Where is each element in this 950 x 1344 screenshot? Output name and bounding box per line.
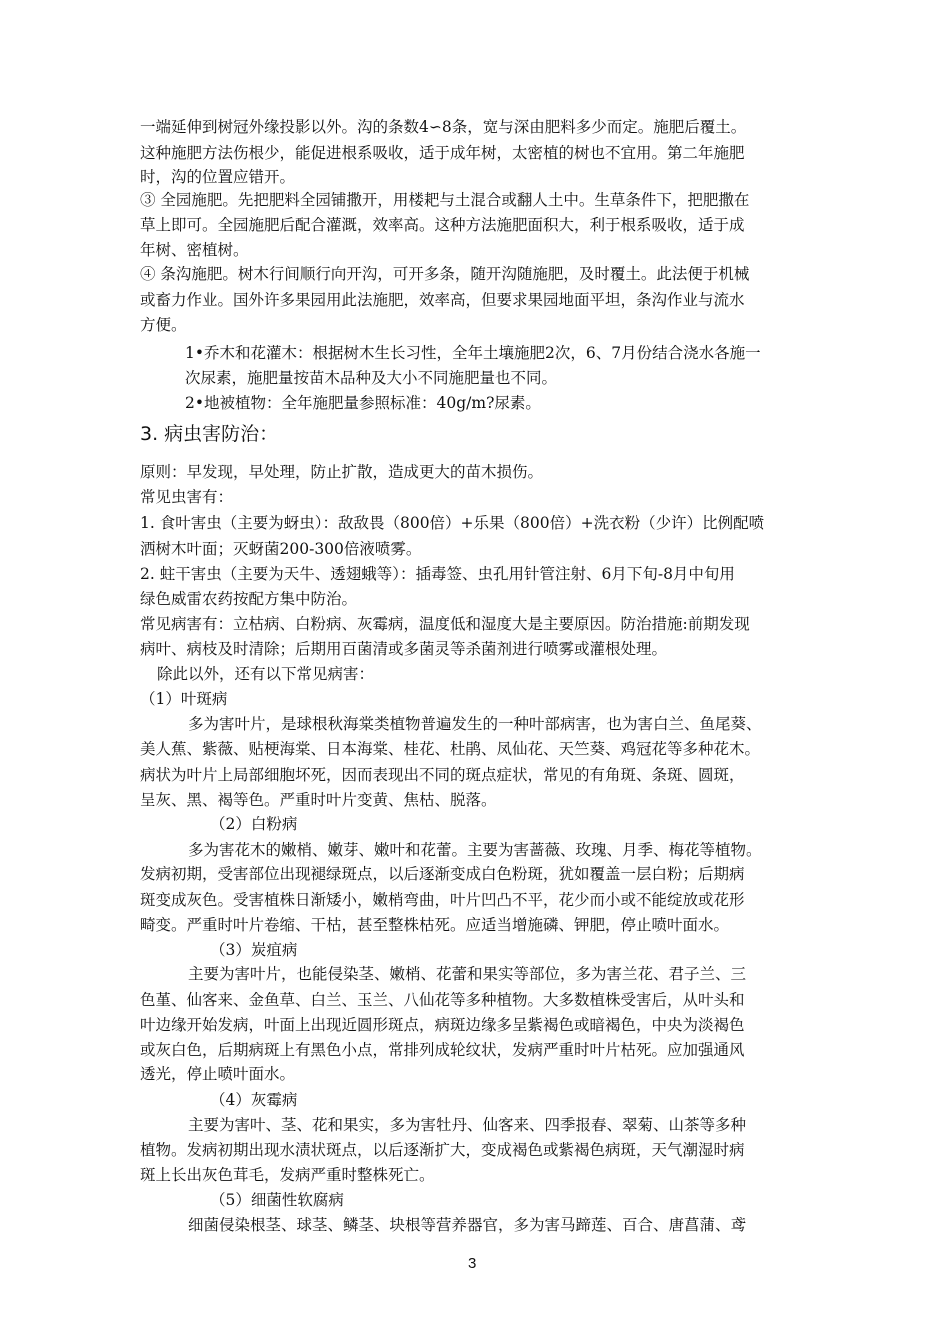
text-line: 1•乔木和花灌木：根据树木生长习性，全年土壤施肥2次，6、7月份结合浇水各施一 [185, 344, 761, 362]
text-line: 主要为害叶、茎、花和果实，多为害牡丹、仙客来、四季报春、翠菊、山茶等多种 [188, 1116, 747, 1134]
text-line: 或畜力作业。国外许多果园用此法施肥，效率高，但要求果园地面平坦，条沟作业与流水 [140, 291, 745, 309]
text-line: 植物。发病初期出现水渍状斑点，以后逐渐扩大，变成褐色或紫褐色病斑，天气潮湿时病 [140, 1141, 745, 1159]
text-line: 洒树木叶面；灭蚜菌200-300倍液喷雾。 [140, 540, 422, 558]
text-line: 次尿素，施肥量按苗木品种及大小不同施肥量也不同。 [185, 369, 558, 387]
text-line: 2. 蛀干害虫（主要为天牛、透翅蛾等）：插毒签、虫孔用针管注射、6月下旬-8月中旬用 [140, 565, 735, 583]
text-line: 畸变。严重时叶片卷缩、干枯，甚至整株枯死。应适当增施磷、钾肥，停止喷叶面水。 [140, 916, 730, 934]
section-heading: 3. 病虫害防治： [140, 423, 279, 445]
text-line: 1. 食叶害虫（主要为蚜虫）：敌敌畏（800倍）+乐果（800倍）+洗衣粉（少许）比例配喷 [140, 514, 765, 532]
text-line: 原则：早发现，早处理，防止扩散，造成更大的苗木损伤。 [140, 463, 544, 481]
text-line: 叶边缘开始发病，叶面上出现近圆形斑点，病斑边缘多呈紫褐色或暗褐色，中央为淡褐色 [140, 1016, 745, 1034]
text-line: 美人蕉、紫薇、贴梗海棠、日本海棠、桂花、杜鹃、凤仙花、天竺葵、鸡冠花等多种花木。 [140, 740, 761, 758]
text-line: （3）炭疽病 [210, 941, 298, 959]
text-line: 除此以外，还有以下常见病害： [157, 665, 375, 683]
text-line: （1）叶斑病 [140, 690, 228, 708]
page-number: 3 [468, 1255, 477, 1272]
text-line: 斑上长出灰色茸毛，发病严重时整株死亡。 [140, 1166, 435, 1184]
text-line: ③ 全园施肥。先把肥料全园铺撒开，用楼耙与土混合或翻人土中。生草条件下，把肥撒在 [140, 191, 750, 209]
text-line: 发病初期，受害部位出现褪绿斑点，以后逐渐变成白色粉斑，犹如覆盖一层白粉；后期病 [140, 865, 745, 883]
text-line: 多为害花木的嫩梢、嫩芽、嫩叶和花蕾。主要为害蔷薇、玫瑰、月季、梅花等植物。 [188, 841, 762, 859]
text-line: 常见虫害有： [140, 488, 234, 506]
text-line: ④ 条沟施肥。树木行间顺行向开沟，可开多条，随开沟随施肥，及时覆土。此法便于机械 [140, 265, 750, 283]
text-line: 细菌侵染根茎、球茎、鳞茎、块根等营养器官，多为害马蹄莲、百合、唐菖蒲、鸢 [188, 1216, 747, 1234]
text-line: （5）细菌性软腐病 [210, 1191, 344, 1209]
text-line: 或灰白色，后期病斑上有黑色小点，常排列成轮纹状，发病严重时叶片枯死。应加强通风 [140, 1041, 745, 1059]
text-line: （2）白粉病 [210, 815, 298, 833]
text-line: 病叶、病枝及时清除；后期用百菌清或多菌灵等杀菌剂进行喷雾或灌根处理。 [140, 640, 668, 658]
text-line: 透光，停止喷叶面水。 [140, 1065, 296, 1083]
text-line: 主要为害叶片，也能侵染茎、嫩梢、花蕾和果实等部位，多为害兰花、君子兰、三 [188, 965, 747, 983]
text-line: 病状为叶片上局部细胞坏死，因而表现出不同的斑点症状，常见的有角斑、条斑、圆斑， [140, 766, 745, 784]
text-line: 一端延伸到树冠外缘投影以外。沟的条数4∽8条，宽与深由肥料多少而定。施肥后覆土。 [140, 118, 747, 136]
text-line: 绿色威雷农药按配方集中防治。 [140, 590, 358, 608]
text-line: 这种施肥方法伤根少，能促进根系吸收，适于成年树，太密植的树也不宜用。第二年施肥 [140, 144, 745, 162]
text-line: 方便。 [140, 316, 187, 334]
text-line: （4）灰霉病 [210, 1091, 298, 1109]
text-line: 时，沟的位置应错开。 [140, 168, 296, 186]
text-line: 草上即可。全园施肥后配合灌溉，效率高。这种方法施肥面积大，利于根系吸收，适于成 [140, 216, 745, 234]
text-line: 多为害叶片，是球根秋海棠类植物普遍发生的一种叶部病害，也为害白兰、鱼尾葵、 [188, 715, 762, 733]
text-line: 2•地被植物：全年施肥量参照标准：40g/m?尿素。 [185, 394, 541, 412]
text-line: 斑变成灰色。受害植株日渐矮小，嫩梢弯曲，叶片凹凸不平，花少而小或不能绽放或花形 [140, 891, 745, 909]
text-line: 年树、密植树。 [140, 241, 249, 259]
text-line: 常见病害有：立枯病、白粉病、灰霉病，温度低和湿度大是主要原因。防治措施:前期发现 [140, 615, 750, 633]
text-line: 呈灰、黑、褐等色。严重时叶片变黄、焦枯、脱落。 [140, 791, 497, 809]
text-line: 色堇、仙客来、金鱼草、白兰、玉兰、八仙花等多种植物。大多数植株受害后，从叶头和 [140, 991, 745, 1009]
